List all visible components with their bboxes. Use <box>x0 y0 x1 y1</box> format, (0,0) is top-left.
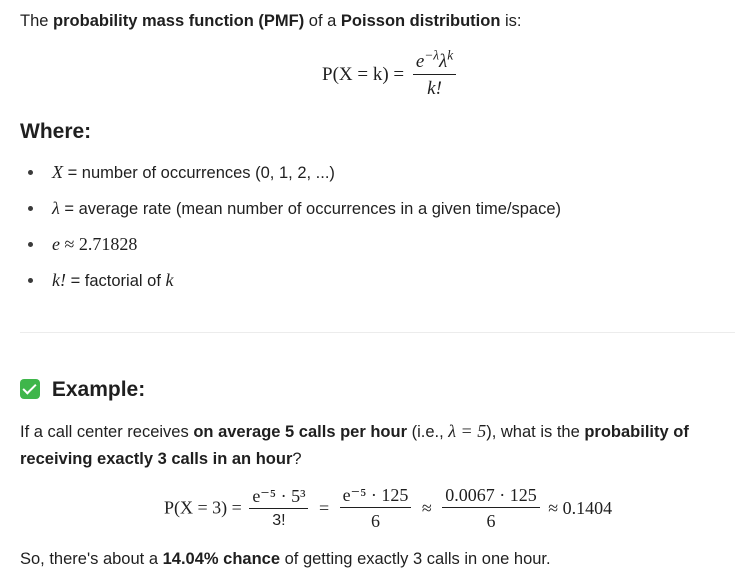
where-heading: Where: <box>20 120 92 143</box>
pmf-lhs: P(X = k) = <box>322 64 405 85</box>
example-heading: Example: <box>20 378 145 402</box>
pmf-formula <box>322 47 456 99</box>
example-question-cont: receiving exactly 3 calls in an hour? <box>20 450 302 468</box>
example-question: If a call center receives on average 5 calls per hour (i.e., λ = 5), what is the probability of <box>20 421 689 441</box>
calc-result: ≈ 0.1404 <box>548 497 613 518</box>
calc-formula: P(X = 3) = $\frac{\text{e⁻⁵ · 5³}}{3!}$ = $\frac{\text{e⁻⁵ · 125}}{6}$ ≈ $\frac{0.0067 \cdot 125}{6}$ ≈ 0.1404 <box>164 485 613 531</box>
bullet <box>28 278 33 283</box>
pmf-term: probability mass function (PMF) <box>53 12 305 30</box>
calc-fraction-1: $\frac{\text{e⁻⁵ · 5³}}{3!}$ <box>249 487 308 529</box>
pmf-fraction <box>413 47 456 99</box>
bullet <box>28 170 33 175</box>
bullet <box>28 206 33 211</box>
calc-fraction-3: $\frac{0.0067 \cdot 125}{6}$ <box>442 486 540 530</box>
section-divider <box>20 332 735 333</box>
intro-text: The probability mass function (PMF) of a Poisson distribution is: <box>20 12 522 30</box>
result-highlight: 14.04% chance <box>162 550 281 568</box>
calc-lhs: P(X = 3) = <box>164 497 242 518</box>
pmf-numerator: $e^{-\lambda}\lambda^k$ <box>413 52 456 75</box>
poisson-term: Poisson distribution <box>340 12 501 30</box>
pmf-denominator: k! <box>427 78 442 99</box>
conclusion-text: So, there's about a 14.04% chance of getting exactly 3 calls in one hour. <box>20 550 551 568</box>
calc-fraction-2: $\frac{\text{e⁻⁵ · 125}}{6}$ <box>340 486 412 530</box>
bullet <box>28 242 33 247</box>
check-mark-icon <box>20 379 40 399</box>
